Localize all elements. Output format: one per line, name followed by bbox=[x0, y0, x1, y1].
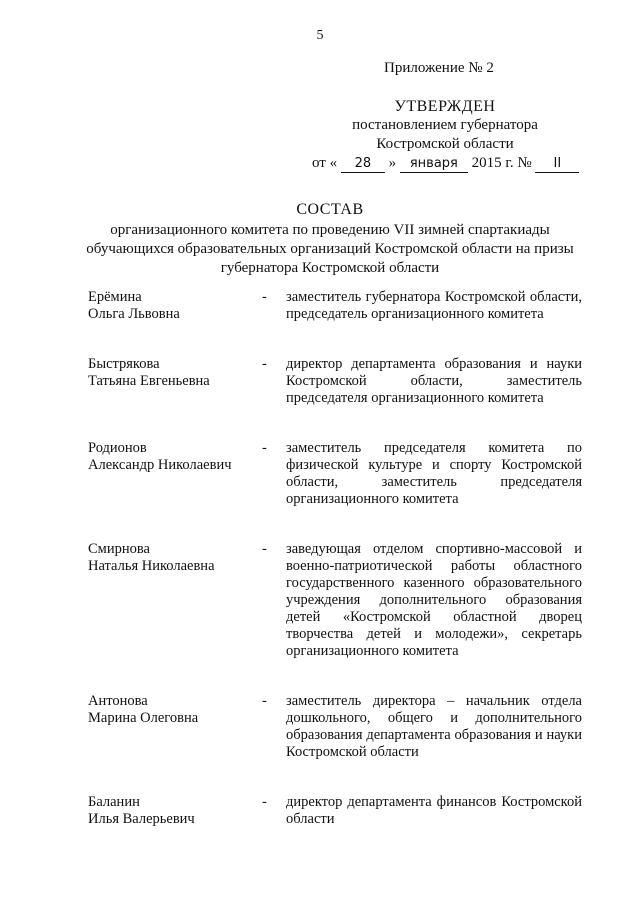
member-name bbox=[88, 541, 262, 660]
dash-separator: - bbox=[262, 356, 267, 372]
member-name bbox=[88, 356, 262, 407]
document-number: II bbox=[535, 156, 579, 173]
date-year-suffix: 2015 г. № bbox=[471, 155, 532, 171]
member-surname: Родионов bbox=[88, 440, 147, 456]
members-list bbox=[88, 289, 582, 861]
member-role: директор департамента финансов Костромской области bbox=[286, 794, 582, 827]
member-given-names: Ольга Львовна bbox=[88, 306, 180, 322]
member-given-names: Татьяна Евгеньевна bbox=[88, 373, 210, 389]
member-given-names: Илья Валерьевич bbox=[88, 811, 195, 827]
date-mid: » bbox=[388, 155, 397, 171]
dash-separator: - bbox=[262, 440, 267, 456]
member-name bbox=[88, 440, 262, 508]
member-row bbox=[88, 289, 582, 323]
member-row bbox=[88, 440, 582, 508]
member-role: заместитель губернатора Костромской области, председатель организационного комитета bbox=[286, 289, 582, 322]
member-row bbox=[88, 356, 582, 407]
dash-separator: - bbox=[262, 541, 267, 557]
date-day: 28 bbox=[341, 156, 385, 173]
member-row bbox=[88, 541, 582, 660]
approval-block bbox=[312, 97, 562, 173]
member-row bbox=[88, 693, 582, 761]
approval-line2: Костромской области bbox=[376, 136, 514, 152]
member-row bbox=[88, 794, 582, 828]
member-surname: Антонова bbox=[88, 693, 148, 709]
member-surname: Смирнова bbox=[88, 541, 150, 557]
member-role: директор департамента образования и науки Костромской области, заместитель председателя организационного комитета bbox=[286, 356, 582, 406]
page-number: 5 bbox=[316, 28, 324, 43]
member-surname: Ерёмина bbox=[88, 289, 142, 305]
date-prefix: от « bbox=[312, 155, 338, 171]
member-given-names: Александр Николаевич bbox=[88, 457, 232, 473]
member-given-names: Наталья Николаевна bbox=[88, 558, 215, 574]
member-surname: Баланин bbox=[88, 794, 140, 810]
appendix-label: Приложение № 2 bbox=[384, 60, 494, 76]
member-surname: Быстрякова bbox=[88, 356, 160, 372]
approval-line1: постановлением губернатора bbox=[352, 117, 538, 133]
member-role: заведующая отделом спортивно-массовой и военно-патриотической работы областного государственного казенного образовательного учреждения дополнительного образования детей «Костромской областной дворец творчества детей и молодежи», секретарь организационного комитета bbox=[286, 541, 582, 659]
dash-separator: - bbox=[262, 693, 267, 709]
member-role: заместитель директора – начальник отдела дошкольного, общего и дополнительного образования департамента образования и науки Костромской области bbox=[286, 693, 582, 760]
approval-date-line bbox=[312, 154, 560, 173]
heading-subtitle: организационного комитета по проведению VII зимней спартакиады обучающихся образовательных организаций Костромской области на призы губернатора Костромской области bbox=[86, 222, 574, 276]
heading-title: СОСТАВ bbox=[296, 201, 364, 218]
document-heading bbox=[80, 200, 580, 278]
member-name bbox=[88, 693, 262, 761]
member-name bbox=[88, 794, 262, 828]
member-given-names: Марина Олеговна bbox=[88, 710, 199, 726]
dash-separator: - bbox=[262, 289, 267, 305]
approved-title: УТВЕРЖДЕН bbox=[394, 98, 496, 115]
dash-separator: - bbox=[262, 794, 267, 810]
member-role: заместитель председателя комитета по физической культуре и спорту Костромской области, заместитель председателя организационного комитета bbox=[286, 440, 582, 507]
member-name bbox=[88, 289, 262, 323]
date-month: января bbox=[400, 156, 468, 173]
